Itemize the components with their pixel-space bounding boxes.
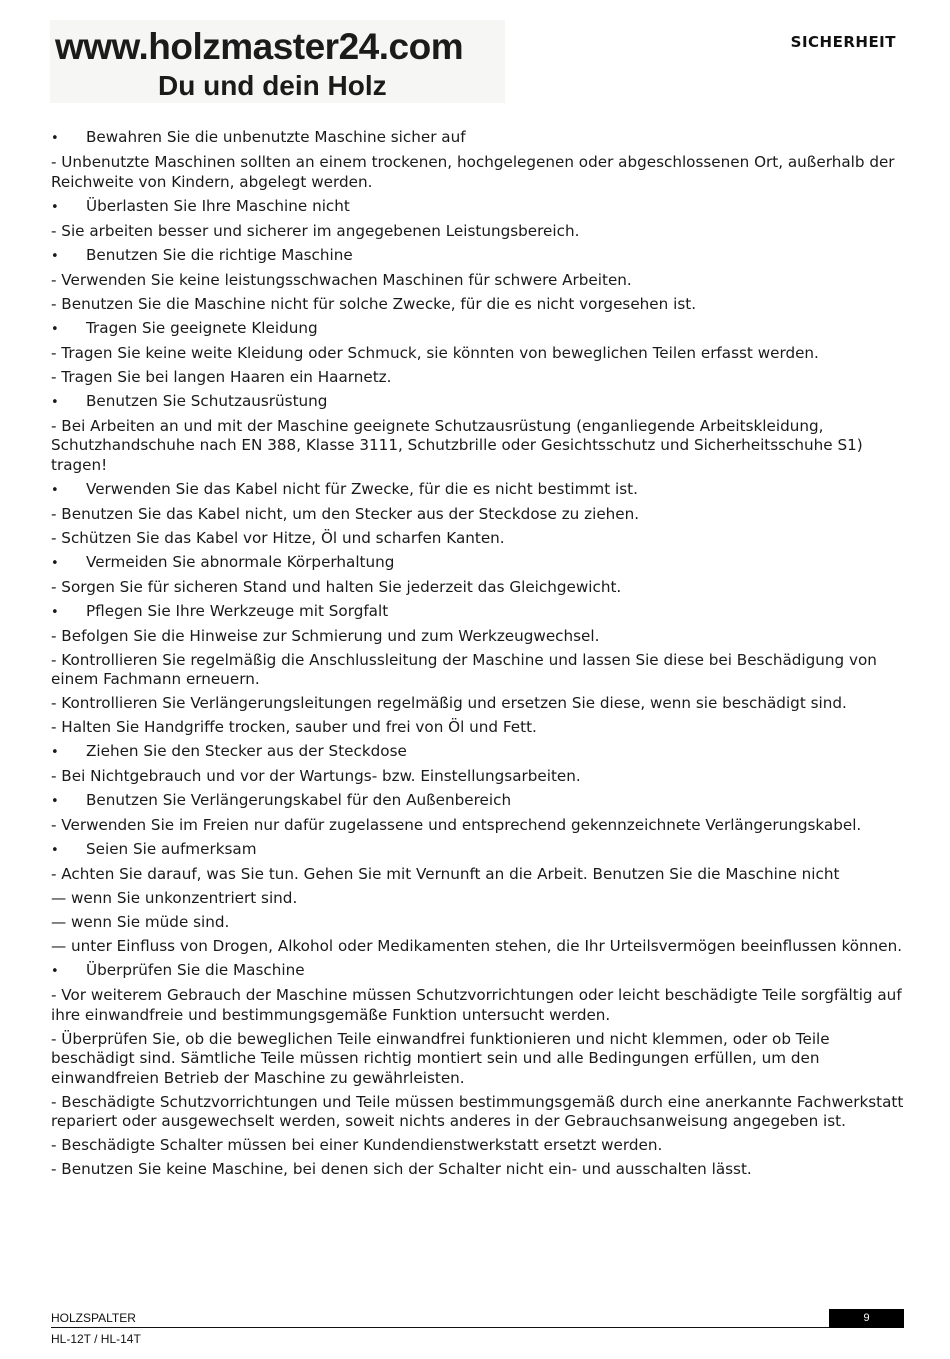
instruction-text: - Schützen Sie das Kabel vor Hitze, Öl und scharfen Kanten. — [51, 528, 505, 547]
instruction-text: - Kontrollieren Sie Verlängerungsleitungen regelmäßig und ersetzen Sie diese, wenn sie beschädigt sind. — [51, 694, 847, 712]
bullet-heading-text: Überlasten Sie Ihre Maschine nicht — [86, 196, 350, 215]
bullet-heading-text: Benutzen Sie die richtige Maschine — [86, 245, 353, 264]
instruction-text: - Bei Nichtgebrauch und vor der Wartungs- bzw. Einstellungsarbeiten. — [51, 767, 581, 785]
bullet-icon: • — [51, 555, 59, 571]
instruction-text: - Befolgen Sie die Hinweise zur Schmierung und zum Werkzeugwechsel. — [51, 626, 600, 645]
brand-logo — [50, 20, 505, 103]
bullet-heading-text: Benutzen Sie Schutzausrüstung — [86, 391, 328, 410]
bullet-heading — [51, 392, 911, 413]
bullet-icon: • — [51, 604, 59, 620]
instruction-text: - Sie arbeiten besser und sicherer im angegebenen Leistungsbereich. — [51, 221, 580, 240]
instruction-text: - Verwenden Sie im Freien nur dafür zugelassene und entsprechend gekennzeichnete Verlängerungskabel. — [51, 816, 862, 834]
instruction-text: - Kontrollieren Sie regelmäßig die Anschlussleitung der Maschine und lassen Sie diese bei Beschädigung von einem Fachmann erneuern. — [51, 650, 877, 688]
bullet-heading — [51, 602, 911, 623]
bullet-icon: • — [51, 794, 59, 809]
instruction-text: - Überprüfen Sie, ob die beweglichen Teile einwandfrei funktionieren und nicht klemmen, oder ob Teile beschädigt sind. Sämtliche Teile müssen richtig montiert sein und alle Bedingungen erfüllen, um den einwandfreien Betrieb der Maschine zu gewährleisten. — [51, 1029, 830, 1087]
bullet-heading-text: Überprüfen Sie die Maschine — [86, 961, 305, 979]
instruction-text: - Beschädigte Schutzvorrichtungen und Teile müssen bestimmungsgemäß durch eine anerkannte Fachwerkstatt repariert oder ausgewechselt werden, soweit nichts anderes in der Gebrauchsanweisung angegeben ist. — [51, 1092, 904, 1130]
bullet-icon: • — [51, 248, 59, 264]
bullet-icon: • — [51, 321, 59, 337]
instruction-text: - Beschädigte Schalter müssen bei einer Kundendienstwerkstatt ersetzt werden. — [51, 1136, 663, 1154]
instruction-text: - Halten Sie Handgriffe trocken, sauber und frei von Öl und Fett. — [51, 718, 537, 736]
logo-tagline: Du und dein Holz — [158, 70, 387, 101]
bullet-heading-text: Vermeiden Sie abnormale Körperhaltung — [86, 552, 395, 571]
instruction-text: - Benutzen Sie die Maschine nicht für solche Zwecke, für die es nicht vorgesehen ist. — [51, 294, 697, 313]
bullet-heading-text: Benutzen Sie Verlängerungskabel für den Außenbereich — [86, 791, 512, 809]
footer-divider — [51, 1327, 904, 1328]
instruction-text: — unter Einfluss von Drogen, Alkohol oder Medikamenten stehen, die Ihr Urteilsvermögen beeinflussen können. — [51, 937, 903, 955]
bullet-heading — [51, 319, 911, 340]
bullet-heading — [51, 197, 911, 218]
bullet-icon: • — [51, 745, 59, 760]
bullet-heading — [51, 840, 911, 861]
bullet-icon: • — [51, 199, 59, 215]
instruction-text: - Bei Arbeiten an und mit der Maschine geeignete Schutzausrüstung (enganliegende Arbeitskleidung, Schutzhandschuhe nach EN 388, Klasse 3111, Schutzbrille oder Gesichtsschutz und Sicherheitsschuhe S1) tragen! — [51, 416, 863, 474]
bullet-icon: • — [51, 394, 59, 410]
bullet-heading-text: Seien Sie aufmerksam — [86, 840, 257, 858]
bullet-heading-text: Verwenden Sie das Kabel nicht für Zwecke, für die es nicht bestimmt ist. — [86, 479, 638, 498]
section-title: SICHERHEIT — [790, 33, 896, 51]
page-number: 9 — [829, 1309, 904, 1328]
safety-instructions-body — [51, 128, 911, 1184]
bullet-heading — [51, 246, 911, 267]
footer-product-name: HOLZSPALTER — [51, 1311, 136, 1325]
instruction-text: - Benutzen Sie das Kabel nicht, um den Stecker aus der Steckdose zu ziehen. — [51, 504, 640, 523]
bullet-icon: • — [51, 964, 59, 979]
bullet-heading — [51, 742, 911, 763]
instruction-text: - Benutzen Sie keine Maschine, bei denen sich der Schalter nicht ein- und ausschalten lässt. — [51, 1160, 752, 1178]
bullet-icon: • — [51, 482, 59, 498]
bullet-icon: • — [51, 843, 59, 858]
instruction-text: - Achten Sie darauf, was Sie tun. Gehen Sie mit Vernunft an die Arbeit. Benutzen Sie die Maschine nicht — [51, 865, 840, 883]
instruction-text: — wenn Sie unkonzentriert sind. — [51, 889, 298, 907]
instruction-text: - Tragen Sie keine weite Kleidung oder Schmuck, sie könnten von beweglichen Teilen erfasst werden. — [51, 343, 819, 362]
instruction-text: - Vor weiterem Gebrauch der Maschine müssen Schutzvorrichtungen oder leicht beschädigte Teile sorgfältig auf ihre einwandfreie und bestimmungsgemäße Funktion untersucht werden. — [51, 986, 902, 1024]
bullet-heading-text: Pflegen Sie Ihre Werkzeuge mit Sorgfalt — [86, 601, 389, 620]
bullet-heading-text: Ziehen Sie den Stecker aus der Steckdose — [86, 742, 407, 760]
instruction-text: — wenn Sie müde sind. — [51, 913, 230, 931]
instruction-text: - Unbenutzte Maschinen sollten an einem trockenen, hochgelegenen oder abgeschlossenen Ort, außerhalb der Reichweite von Kindern, abgelegt werden. — [51, 153, 895, 191]
bullet-icon: • — [51, 131, 59, 146]
instruction-text: - Verwenden Sie keine leistungsschwachen Maschinen für schwere Arbeiten. — [51, 270, 632, 289]
bullet-heading — [51, 961, 911, 982]
instruction-text: - Tragen Sie bei langen Haaren ein Haarnetz. — [51, 367, 392, 386]
bullet-heading — [51, 480, 911, 501]
bullet-heading — [51, 791, 911, 812]
bullet-heading — [51, 553, 911, 574]
logo-url-text: www.holzmaster24.com — [55, 26, 464, 67]
bullet-heading — [51, 128, 911, 149]
instruction-text: - Sorgen Sie für sicheren Stand und halten Sie jederzeit das Gleichgewicht. — [51, 577, 622, 596]
footer-model-number: HL-12T / HL-14T — [51, 1332, 141, 1346]
bullet-heading-text: Tragen Sie geeignete Kleidung — [86, 318, 318, 337]
bullet-heading-text: Bewahren Sie die unbenutzte Maschine sicher auf — [86, 128, 466, 146]
